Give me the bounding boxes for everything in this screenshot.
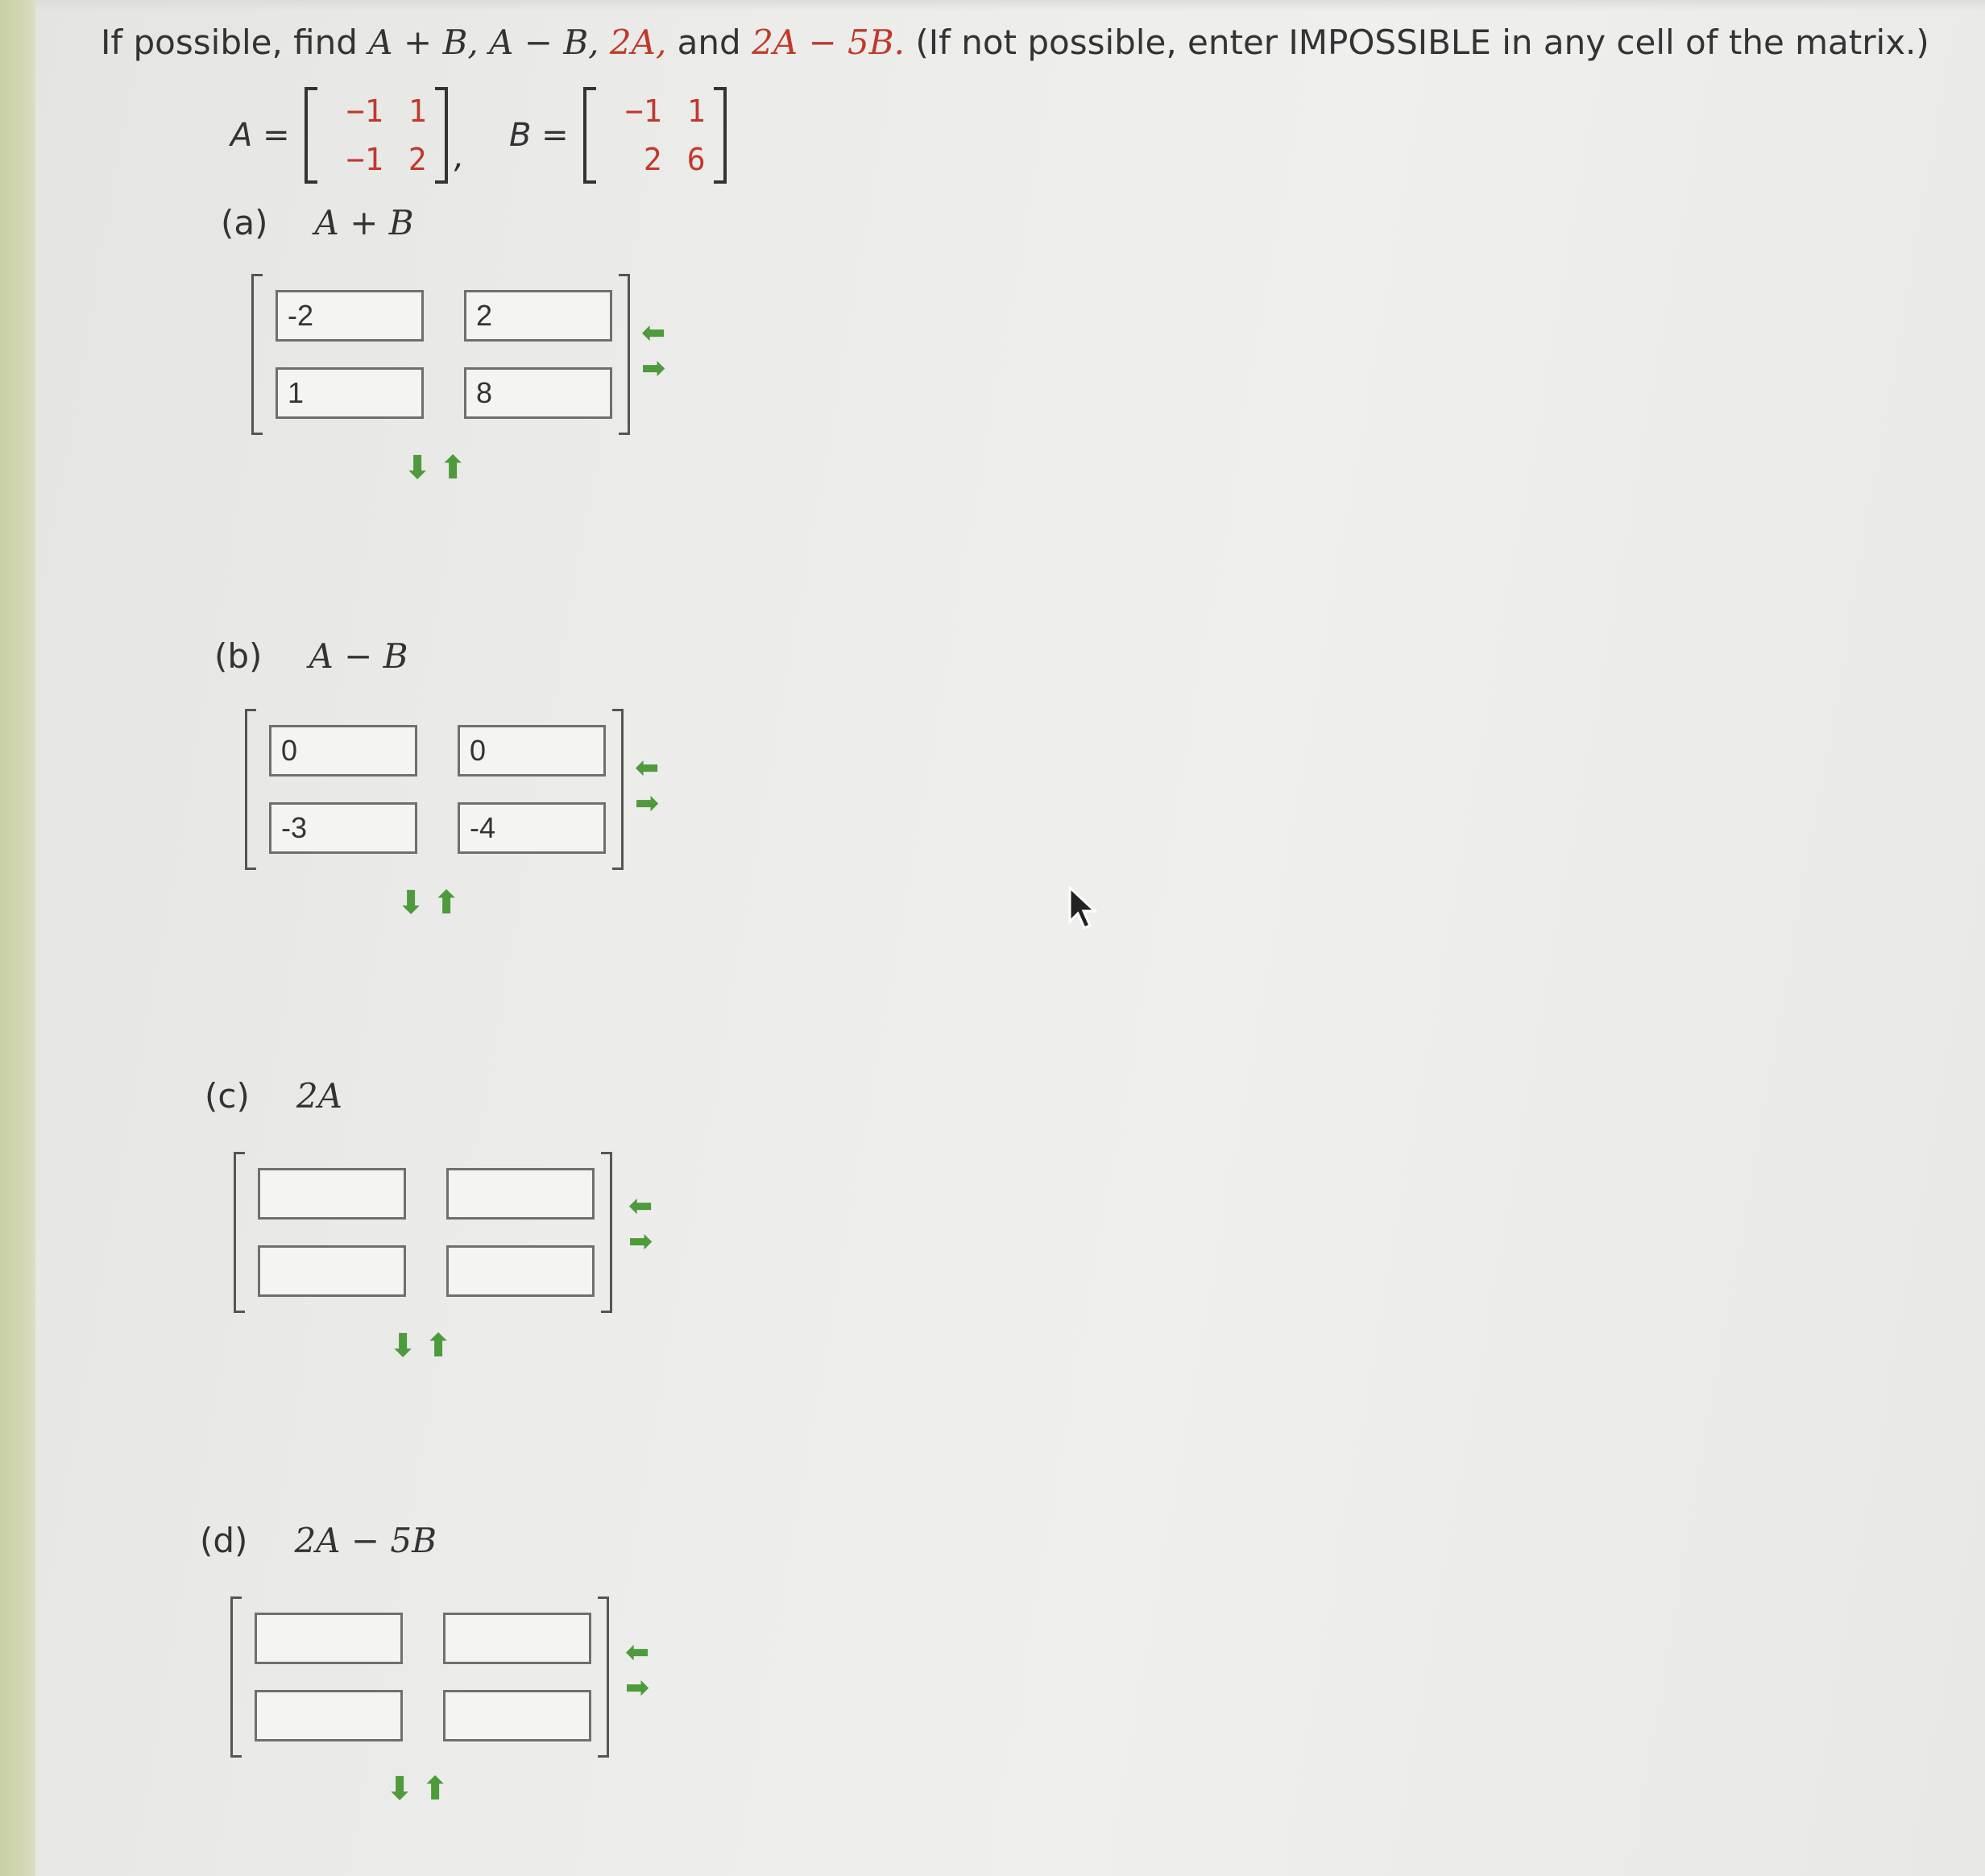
add-column-button[interactable]: ➡ bbox=[628, 1225, 653, 1258]
matrix-a-cell: −1 bbox=[346, 93, 383, 129]
answer-cell-input[interactable]: 0 bbox=[269, 725, 417, 776]
answer-cell-input[interactable] bbox=[258, 1168, 406, 1220]
answer-cell-input[interactable] bbox=[258, 1245, 406, 1297]
add-row-button[interactable]: ⬇ bbox=[404, 449, 431, 487]
question-suffix: (If not possible, enter IMPOSSIBLE in any cell of the matrix.) bbox=[915, 23, 1929, 62]
remove-row-button[interactable]: ⬆ bbox=[439, 449, 466, 487]
part-c-label bbox=[205, 1076, 342, 1116]
matrix-a-cell: 2 bbox=[408, 142, 427, 177]
remove-row-button[interactable]: ⬆ bbox=[433, 884, 460, 921]
bracket-left bbox=[251, 274, 263, 435]
desk-edge bbox=[0, 0, 35, 1876]
answer-cell-input[interactable]: -2 bbox=[276, 290, 424, 342]
expr-2a-minus-5b: 2A − 5B. bbox=[752, 23, 905, 62]
answer-cell-input[interactable]: 1 bbox=[276, 367, 424, 419]
column-controls bbox=[635, 754, 675, 818]
matrix-a-cell: −1 bbox=[346, 142, 383, 177]
matrix-b-grid bbox=[596, 87, 714, 184]
mouse-pointer-icon bbox=[1067, 886, 1099, 934]
part-d-label bbox=[200, 1521, 437, 1560]
column-controls bbox=[641, 319, 682, 383]
answer-matrix-c bbox=[234, 1152, 612, 1313]
bracket-left bbox=[305, 87, 317, 184]
part-letter: (c) bbox=[205, 1076, 250, 1116]
answer-cell-input[interactable] bbox=[255, 1613, 403, 1664]
bracket-left bbox=[234, 1152, 245, 1313]
question-prefix: If possible, find bbox=[101, 23, 358, 62]
answer-matrix-a bbox=[251, 274, 630, 435]
remove-column-button[interactable]: ⬅ bbox=[628, 1190, 653, 1223]
matrix-b-cell: 1 bbox=[686, 93, 706, 129]
expr-2a: 2A, bbox=[609, 23, 667, 62]
answer-cell-input[interactable] bbox=[446, 1245, 595, 1297]
part-expression: A + B bbox=[314, 203, 414, 242]
part-a-label bbox=[221, 203, 414, 242]
bracket-right bbox=[619, 274, 630, 435]
remove-column-button[interactable]: ⬅ bbox=[635, 752, 660, 785]
column-controls bbox=[625, 1638, 665, 1703]
row-controls bbox=[385, 1769, 450, 1809]
remove-row-button[interactable]: ⬆ bbox=[425, 1327, 452, 1365]
bracket-right bbox=[612, 709, 624, 870]
part-letter: (d) bbox=[200, 1521, 248, 1560]
bracket-right bbox=[435, 87, 448, 184]
part-letter: (a) bbox=[221, 203, 268, 242]
part-expression: 2A bbox=[296, 1076, 342, 1116]
matrix-separator: , bbox=[454, 139, 465, 176]
add-row-button[interactable]: ⬇ bbox=[397, 884, 425, 921]
answer-cell-input[interactable] bbox=[446, 1168, 595, 1220]
answer-cell-input[interactable] bbox=[255, 1690, 403, 1741]
add-row-button[interactable]: ⬇ bbox=[386, 1770, 413, 1808]
matrix-b-label: B = bbox=[509, 117, 569, 154]
answer-cell-input[interactable]: 0 bbox=[458, 725, 606, 776]
answer-matrix-b bbox=[245, 709, 624, 870]
part-b-label bbox=[214, 636, 408, 676]
answer-cell-input[interactable] bbox=[443, 1690, 591, 1741]
remove-column-button[interactable]: ⬅ bbox=[625, 1636, 650, 1669]
matrix-a-grid bbox=[317, 87, 435, 184]
remove-column-button[interactable]: ⬅ bbox=[641, 317, 666, 350]
row-controls bbox=[388, 1326, 453, 1366]
matrix-b-cell: 2 bbox=[643, 142, 662, 177]
row-controls bbox=[403, 448, 467, 488]
bracket-right bbox=[598, 1596, 609, 1758]
part-letter: (b) bbox=[214, 636, 263, 676]
add-column-button[interactable]: ➡ bbox=[625, 1671, 650, 1704]
add-column-button[interactable]: ➡ bbox=[635, 787, 660, 820]
bracket-right bbox=[714, 87, 727, 184]
matrix-a-cell: 1 bbox=[408, 93, 427, 129]
add-row-button[interactable]: ⬇ bbox=[389, 1327, 416, 1365]
bracket-right bbox=[601, 1152, 612, 1313]
expr-a-plus-b: A + B, bbox=[368, 23, 479, 62]
matrix-a-label: A = bbox=[230, 117, 290, 154]
answer-cell-input[interactable]: -4 bbox=[458, 802, 606, 854]
answer-cell-input[interactable]: -3 bbox=[269, 802, 417, 854]
add-column-button[interactable]: ➡ bbox=[641, 352, 666, 385]
answer-matrix-d bbox=[230, 1596, 609, 1758]
part-expression: 2A − 5B bbox=[294, 1521, 437, 1560]
bracket-left bbox=[230, 1596, 242, 1758]
column-controls bbox=[628, 1192, 669, 1257]
matrix-b-cell: 6 bbox=[686, 142, 706, 177]
part-expression: A − B bbox=[309, 636, 408, 676]
answer-cell-input[interactable]: 2 bbox=[464, 290, 612, 342]
question-and: and bbox=[677, 23, 741, 62]
given-matrix-b bbox=[509, 87, 727, 184]
answer-cell-input[interactable]: 8 bbox=[464, 367, 612, 419]
bracket-left bbox=[583, 87, 596, 184]
row-controls bbox=[396, 883, 461, 923]
given-matrix-a bbox=[230, 87, 464, 184]
expr-a-minus-b: A − B, bbox=[489, 23, 599, 62]
matrix-b-cell: −1 bbox=[624, 93, 662, 129]
answer-cell-input[interactable] bbox=[443, 1613, 591, 1664]
remove-row-button[interactable]: ⬆ bbox=[421, 1770, 449, 1808]
bracket-left bbox=[245, 709, 256, 870]
page-top-edge bbox=[35, 0, 1985, 11]
question-text bbox=[101, 23, 1929, 62]
